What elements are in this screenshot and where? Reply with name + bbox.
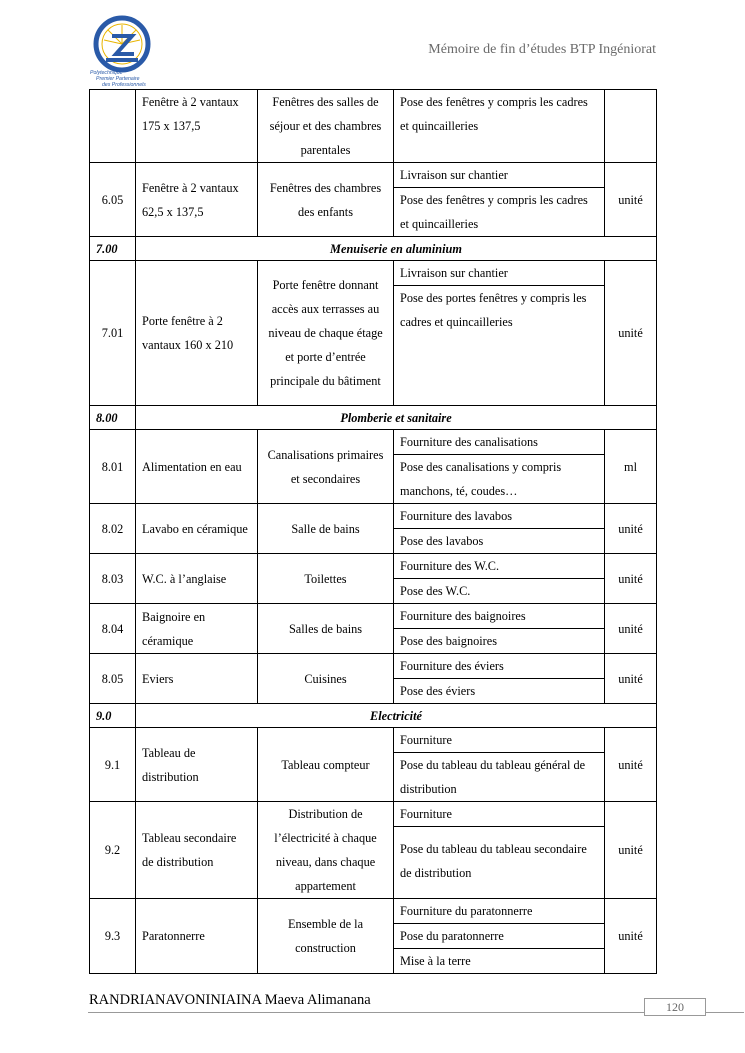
item-unit	[605, 90, 657, 163]
item-unit: unité	[605, 504, 657, 554]
item-number: 8.01	[90, 430, 136, 504]
item-location: Toilettes	[258, 554, 394, 604]
table-row	[90, 163, 657, 237]
page-number: 120	[644, 998, 706, 1016]
operation-line: Pose du tableau du tableau secondaire de distribution	[400, 842, 587, 880]
operation-line: Pose des canalisations y compris manchons, té, coudes…	[400, 460, 562, 498]
section-title: Plomberie et sanitaire	[136, 406, 657, 430]
table-row	[90, 728, 657, 802]
item-number: 8.02	[90, 504, 136, 554]
table-row	[90, 90, 657, 163]
operation-line: Fourniture des baignoires	[394, 604, 604, 629]
item-number	[90, 90, 136, 163]
item-operations	[394, 899, 605, 974]
svg-text:des Professionnels: des Professionnels	[102, 82, 146, 88]
svg-text:Polytechnique: Polytechnique	[90, 70, 123, 76]
item-location: Canalisations primaires et secondaires	[258, 430, 394, 504]
item-designation: Baignoire en céramique	[136, 604, 258, 654]
item-designation: Tableau de distribution	[136, 728, 258, 802]
section-code: 9.0	[90, 704, 136, 728]
section-code: 8.00	[90, 406, 136, 430]
table-row	[90, 654, 657, 704]
section-row	[90, 406, 657, 430]
item-unit: unité	[605, 899, 657, 974]
operation-line: Pose du tableau du tableau général de distribution	[400, 758, 586, 796]
operation-line: Pose des W.C.	[400, 584, 471, 598]
item-location: Fenêtres des chambres des enfants	[258, 163, 394, 237]
operation-line: Livraison sur chantier	[394, 261, 604, 286]
item-operations	[394, 728, 605, 802]
item-operations	[394, 90, 605, 163]
operation-line: Pose des lavabos	[400, 534, 484, 548]
item-designation: Tableau secondaire de distribution	[136, 802, 258, 899]
item-unit: ml	[605, 430, 657, 504]
item-location: Cuisines	[258, 654, 394, 704]
item-unit: unité	[605, 604, 657, 654]
operation-line: Pose des éviers	[400, 684, 476, 698]
item-unit: unité	[605, 554, 657, 604]
operation-line: Mise à la terre	[400, 954, 471, 968]
item-operations	[394, 163, 605, 237]
section-row	[90, 704, 657, 728]
section-row	[90, 237, 657, 261]
table-row	[90, 261, 657, 406]
table-row	[90, 604, 657, 654]
school-logo-emblem	[88, 14, 160, 90]
item-unit: unité	[605, 802, 657, 899]
item-designation: Fenêtre à 2 vantaux 62,5 x 137,5	[136, 163, 258, 237]
item-designation: Eviers	[136, 654, 258, 704]
operation-line: Fourniture des lavabos	[394, 504, 604, 529]
item-designation: Lavabo en céramique	[136, 504, 258, 554]
document-title: Mémoire de fin d’études BTP Ingéniorat	[428, 42, 656, 57]
item-designation: W.C. à l’anglaise	[136, 554, 258, 604]
item-location: Fenêtres des salles de séjour et des chambres parentales	[258, 90, 394, 163]
operation-line: Pose des baignoires	[400, 634, 497, 648]
item-operations	[394, 604, 605, 654]
item-location: Tableau compteur	[258, 728, 394, 802]
section-title: Menuiserie en aluminium	[136, 237, 657, 261]
item-operations	[394, 504, 605, 554]
item-location: Salle de bains	[258, 504, 394, 554]
item-unit: unité	[605, 728, 657, 802]
item-number: 9.2	[90, 802, 136, 899]
operation-line: Pose des fenêtres y compris les cadres et quincailleries	[400, 95, 588, 133]
operation-line: Fourniture des éviers	[394, 654, 604, 679]
item-designation: Porte fenêtre à 2 vantaux 160 x 210	[136, 261, 258, 406]
item-number: 6.05	[90, 163, 136, 237]
item-operations	[394, 430, 605, 504]
operation-line: Pose des fenêtres y compris les cadres et quincailleries	[400, 193, 588, 231]
item-number: 8.03	[90, 554, 136, 604]
table-row	[90, 430, 657, 504]
operation-line: Fourniture	[394, 728, 604, 753]
item-number: 9.3	[90, 899, 136, 974]
item-number: 9.1	[90, 728, 136, 802]
svg-text:Premier Partenaire: Premier Partenaire	[96, 76, 140, 82]
item-unit: unité	[605, 261, 657, 406]
operation-line: Fourniture du paratonnerre	[394, 899, 604, 924]
item-designation: Alimentation en eau	[136, 430, 258, 504]
item-designation: Paratonnerre	[136, 899, 258, 974]
table-row	[90, 802, 657, 899]
school-logo	[88, 14, 160, 90]
footer-author: RANDRIANAVONINIAINA Maeva Alimanana	[89, 992, 371, 1008]
table-row	[90, 504, 657, 554]
item-unit: unité	[605, 654, 657, 704]
item-number: 8.05	[90, 654, 136, 704]
operation-line: Fourniture des canalisations	[394, 430, 604, 455]
operation-line: Pose du paratonnerre	[394, 924, 604, 949]
item-operations	[394, 654, 605, 704]
operation-line: Pose des portes fenêtres y compris les cadres et quincailleries	[400, 291, 587, 329]
item-location: Distribution de l’électricité à chaque niveau, dans chaque appartement	[258, 802, 394, 899]
item-location: Ensemble de la construction	[258, 899, 394, 974]
item-designation: Fenêtre à 2 vantaux 175 x 137,5	[136, 90, 258, 163]
item-operations	[394, 802, 605, 899]
bill-of-quantities-table	[89, 89, 657, 974]
item-operations	[394, 554, 605, 604]
operation-line: Fourniture	[394, 802, 604, 827]
item-location: Salles de bains	[258, 604, 394, 654]
section-code: 7.00	[90, 237, 136, 261]
table-row	[90, 899, 657, 974]
operation-line: Livraison sur chantier	[394, 163, 604, 188]
item-number: 7.01	[90, 261, 136, 406]
table-row	[90, 554, 657, 604]
operation-line: Fourniture des W.C.	[394, 554, 604, 579]
section-title: Electricité	[136, 704, 657, 728]
item-number: 8.04	[90, 604, 136, 654]
item-operations	[394, 261, 605, 406]
item-location: Porte fenêtre donnant accès aux terrasses au niveau de chaque étage et porte d’entrée principale du bâtiment	[258, 261, 394, 406]
item-unit: unité	[605, 163, 657, 237]
